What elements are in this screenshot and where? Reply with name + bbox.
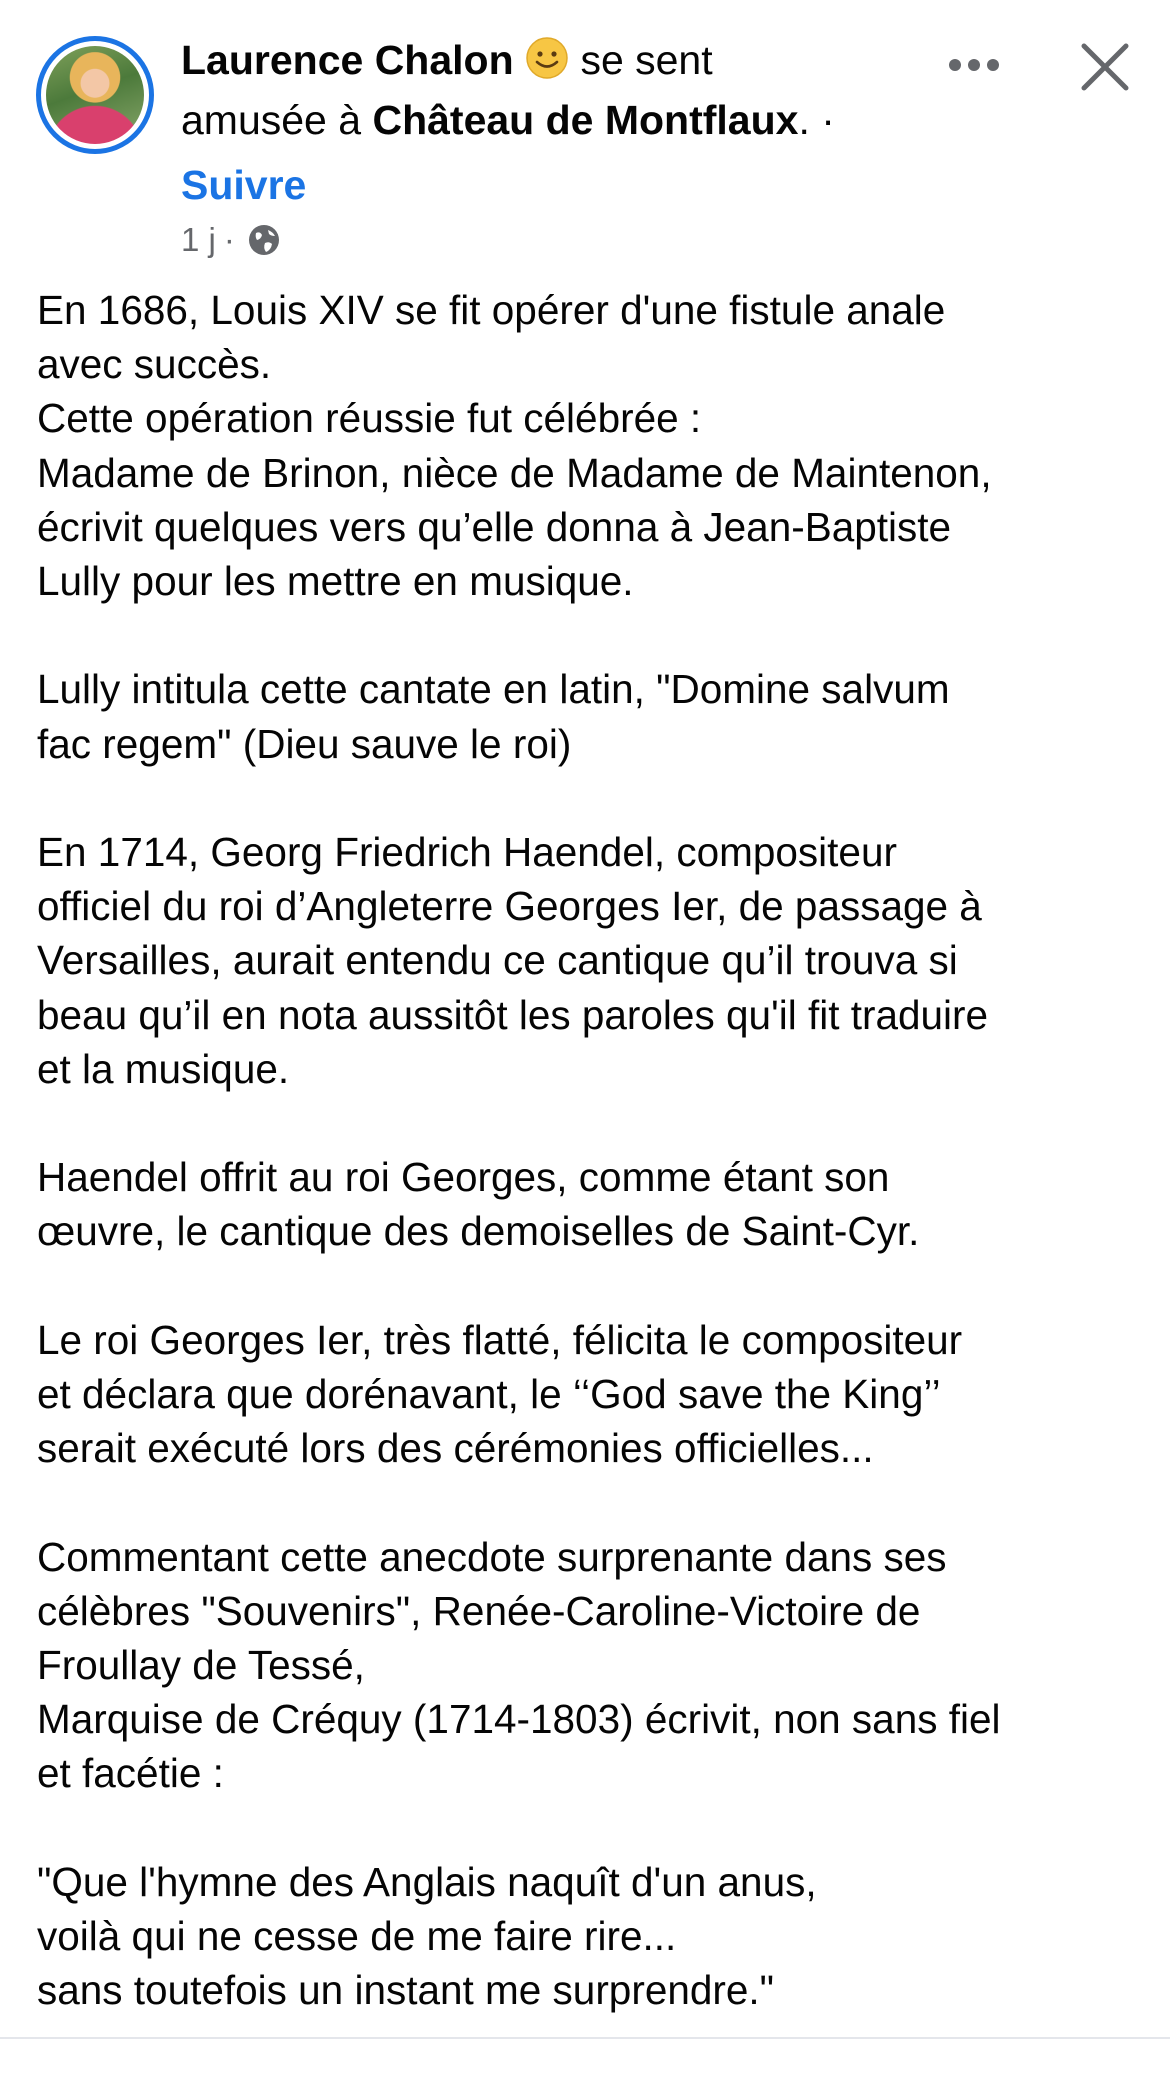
post-text bbox=[37, 283, 1152, 2072]
post-text-line: Lully intitula cette cantate en latin, "Domine salvum bbox=[37, 666, 950, 713]
post-paragraph bbox=[37, 1313, 1152, 1476]
post-paragraph bbox=[37, 1530, 1152, 1801]
post-text-line: beau qu’il en nota aussitôt les paroles qu'il fit traduire bbox=[37, 991, 989, 1038]
post-text-line: célèbres "Souvenirs", Renée-Caroline-Victoire de bbox=[37, 1587, 921, 1634]
post-paragraph bbox=[37, 1855, 1152, 2018]
post-text-line: avec succès. bbox=[37, 341, 272, 388]
smiley-icon bbox=[525, 36, 569, 80]
more-options-button[interactable] bbox=[944, 40, 1004, 90]
close-icon bbox=[1078, 40, 1132, 94]
divider bbox=[0, 2037, 1170, 2039]
post-meta bbox=[181, 218, 281, 262]
author-line bbox=[181, 30, 921, 150]
post-text-line: Cette opération réussie fut célébrée : bbox=[37, 395, 702, 442]
more-horizontal-icon bbox=[948, 58, 1000, 72]
post-text-line: fac regem" (Dieu sauve le roi) bbox=[37, 720, 572, 767]
author-name[interactable]: Laurence Chalon bbox=[181, 37, 514, 83]
post-text-line: Haendel offrit au roi Georges, comme étant son bbox=[37, 1154, 890, 1201]
post-text-line: En 1714, Georg Friedrich Haendel, compositeur bbox=[37, 829, 897, 875]
post-text-line: sans toutefois un instant me surprendre." bbox=[37, 1967, 775, 2014]
follow-button[interactable]: Suivre bbox=[181, 162, 307, 208]
post-text-line: Commentant cette anecdote surprenante dans ses bbox=[37, 1533, 947, 1580]
post-header bbox=[0, 0, 1170, 270]
post-paragraph bbox=[37, 662, 1152, 770]
post-text-line: "Que l'hymne des Anglais naquît d'un anus, bbox=[37, 1858, 817, 1905]
post-text-line: Froullay de Tessé, bbox=[37, 1642, 365, 1688]
place-name[interactable]: Château de Montflaux bbox=[372, 97, 799, 143]
post-text-line: Le roi Georges Ier, très flatté, félicita le compositeur bbox=[37, 1316, 963, 1363]
feeling-text: se sent bbox=[580, 37, 713, 83]
post-text-line: écrivit quelques vers qu’elle donna à Jean-Baptiste bbox=[37, 503, 952, 550]
meta-separator: · bbox=[223, 221, 235, 258]
post-text-line: En 1686, Louis XIV se fit opérer d'une fistule anale bbox=[37, 287, 946, 333]
post-text-line: officiel du roi d’Angleterre Georges Ier, de passage à bbox=[37, 883, 982, 930]
post-text-line: et la musique. bbox=[37, 1045, 290, 1092]
post-text-line: voilà qui ne cesse de me faire rire... bbox=[37, 1913, 677, 1959]
post-paragraph bbox=[37, 283, 1152, 608]
post-paragraph bbox=[37, 1150, 1152, 1258]
feeling-line2: amusée à bbox=[181, 97, 362, 143]
post-text-line: Versailles, aurait entendu ce cantique qu’il trouva si bbox=[37, 937, 958, 984]
avatar-photo bbox=[46, 46, 144, 144]
post-text-line: serait exécuté lors des cérémonies officielles... bbox=[37, 1425, 874, 1472]
post-text-line: et facétie : bbox=[37, 1750, 224, 1797]
post-text-line: Marquise de Créquy (1714-1803) écrivit, non sans fiel bbox=[37, 1696, 1001, 1743]
post-text-line: Madame de Brinon, nièce de Madame de Maintenon, bbox=[37, 449, 992, 496]
place-suffix: . · bbox=[798, 97, 835, 143]
avatar[interactable] bbox=[36, 36, 154, 154]
post-time[interactable]: 1 j bbox=[181, 221, 216, 258]
post-text-line: et déclara que dorénavant, le ‘‘God save the King’’ bbox=[37, 1371, 941, 1417]
post-text-line: œuvre, le cantique des demoiselles de Saint-Cyr. bbox=[37, 1208, 920, 1255]
globe-icon[interactable] bbox=[247, 223, 281, 257]
post-paragraph bbox=[37, 825, 1152, 1096]
post-text-line: Lully pour les mettre en musique. bbox=[37, 558, 634, 605]
close-button[interactable] bbox=[1078, 40, 1132, 94]
